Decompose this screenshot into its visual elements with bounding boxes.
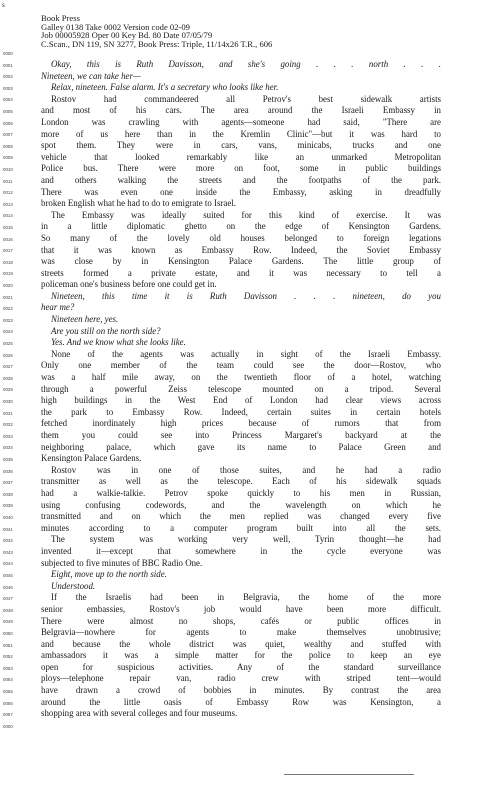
text-line: None of the agents was actually in sight of the Israeli Embassy. xyxy=(51,348,441,359)
text-line: vehicle that looked remarkably like an unmarked Metropolitan xyxy=(41,151,441,162)
galley-header xyxy=(41,14,461,48)
text-line: Nineteen, we can take her— xyxy=(41,70,141,81)
text-line: and others walking the streets and the footpaths of the park. xyxy=(41,174,441,185)
text-line: Understood. xyxy=(51,580,96,591)
line-number: 0041 xyxy=(3,526,13,532)
line-number: 0042 xyxy=(3,538,13,544)
line-number: 0008 xyxy=(3,143,13,149)
line-number: 0030 xyxy=(3,399,13,404)
text-line: had a walkie-talkie. Petrov spoke quickly to his men in Russian, xyxy=(41,487,441,498)
line-number: 0034 xyxy=(3,445,13,451)
text-line: There was even one inside the Embassy, asking in dreadfully xyxy=(41,186,441,197)
text-line: Nineteen here, yes. xyxy=(51,314,119,325)
line-number: 0017 xyxy=(3,248,13,254)
line-number: 0023 xyxy=(3,317,13,323)
line-number: 0031 xyxy=(3,410,13,416)
line-number: 0040 xyxy=(3,515,13,520)
line-number: 0016 xyxy=(3,236,13,242)
text-line: transmitted and on which the men replied was changed every five xyxy=(41,511,441,522)
text-line: fetched inordinately high prices because of rumors that from xyxy=(41,418,441,429)
line-number: 0001 xyxy=(3,62,13,68)
text-line: Belgravia—nowhere for agents to make themselves unobtrusive; xyxy=(41,627,441,638)
text-line: using confusing codewords, and the wavelength on which he xyxy=(41,499,441,510)
text-line: through a powerful Zeiss telescope mounted on a tripod. Several xyxy=(41,383,441,394)
text-line: Yes. And we know what she looks like. xyxy=(51,337,186,348)
text-line: was a half mile away, on the twentieth floor of a hotel, watching xyxy=(41,372,441,383)
text-line: Nineteen, this time it is Ruth Davisson . . . nineteen, do you xyxy=(51,290,441,301)
line-number: 0032 xyxy=(3,422,13,428)
text-line: The system was working very well, Tyrin thought—he had xyxy=(51,534,441,545)
line-number: 0026 xyxy=(3,352,13,358)
text-line: Rostov was in one of those suites, and he had a radio xyxy=(51,464,441,475)
line-number: 0010 xyxy=(3,167,13,172)
text-line: them you could see into Princess Margaret's backyard at the xyxy=(41,430,441,440)
text-line: minutes according to a computer program built into all the sets. xyxy=(41,522,441,533)
text-line: senior embassies, Rostov's job would have been more difficult. xyxy=(41,603,441,614)
text-line: invented it—except that somewhere in the cycle everyone was xyxy=(41,545,441,556)
line-number: 0011 xyxy=(3,178,13,184)
header-line: C.Scan., DN 119, SN 3277, Book Press: Triple, 11/14x26 T.R., 606 xyxy=(41,38,273,49)
text-line: hear me? xyxy=(41,302,75,313)
line-number: 0044 xyxy=(3,561,13,567)
text-line: Relax, nineteen. False alarm. It's a secretary who looks like her. xyxy=(51,82,279,93)
text-line: shopping area with several colleges and four museums. xyxy=(41,708,238,719)
text-line: in a little diplomatic ghetto on the edge of Kensington Gardens. xyxy=(41,221,441,232)
line-number: 0009 xyxy=(3,155,13,161)
line-number: 0004 xyxy=(3,97,13,103)
text-line: policeman one's business before one could get in. xyxy=(41,279,217,290)
text-line: streets formed a private estate, and it was necessary to tell a xyxy=(41,267,441,278)
line-number: 0053 xyxy=(3,665,13,671)
line-number: 0014 xyxy=(3,213,13,219)
line-number: 0018 xyxy=(3,259,13,265)
line-number: 0057 xyxy=(3,712,13,718)
text-line: around the little oasis of Embassy Row was Kensington, a xyxy=(41,696,441,707)
text-line: more of us here than in the Kremlin Clinic"—but it was hard to xyxy=(41,128,441,139)
text-line: neighboring palace, which gave its name to Palace Green and xyxy=(41,441,441,452)
text-line: London was crawling with agents—someone had said, "There are xyxy=(41,116,441,127)
text-line: high buildings in the West End of London had clear views across xyxy=(41,395,441,406)
line-number: 0015 xyxy=(3,225,13,230)
text-line: Police bus. There were more on foot, some in public buildings xyxy=(41,163,441,174)
line-number: 0002 xyxy=(3,74,13,80)
line-number: 0000 xyxy=(3,723,13,729)
text-line: ploys—telephone repair van, radio crew with striped tent—would xyxy=(41,673,441,684)
line-number: 0005 xyxy=(3,109,13,114)
line-number: 0047 xyxy=(3,596,13,602)
header-line: Book Press xyxy=(41,13,80,23)
line-number: 0036 xyxy=(3,468,13,474)
header-line: Galley 0138 Take 0002 Version code 02-09 xyxy=(41,21,190,32)
line-number: 0035 xyxy=(3,457,13,462)
line-number: 0046 xyxy=(3,584,13,590)
line-number: 0029 xyxy=(3,387,13,393)
line-number: 0051 xyxy=(3,642,13,648)
galley-body-text xyxy=(41,59,441,720)
text-line: and most of his cars. The area around the Israeli Embassy in xyxy=(41,105,441,116)
line-number: 0006 xyxy=(3,120,13,126)
line-number: 0037 xyxy=(3,480,13,486)
text-line: If the Israelis had been in Belgravia, the home of the more xyxy=(51,592,441,603)
text-line: have drawn a crowd of bobbies in minutes. By contrast the area xyxy=(41,685,441,696)
line-number: 0055 xyxy=(3,689,13,694)
text-line: transmitter as well as the telescope. Each of his sidewalk squads xyxy=(41,476,441,487)
footer-rule xyxy=(284,774,414,775)
text-line: broken English what he had to do to emigrate to Israel. xyxy=(41,198,236,209)
line-number: 0000 xyxy=(3,51,13,56)
line-number: 0045 xyxy=(3,573,13,578)
line-number: 0020 xyxy=(3,283,13,288)
line-number: 0039 xyxy=(3,503,13,509)
text-line: So many of the lovely old houses belonged to foreign legations xyxy=(41,232,441,243)
line-number: 0056 xyxy=(3,700,13,706)
line-number: 0048 xyxy=(3,607,13,613)
text-line: Only one member of the team could see the door—Rostov, who xyxy=(41,360,441,371)
text-line: The Embassy was ideally suited for this kind of exercise. It was xyxy=(51,209,441,220)
text-line: Are you still on the north side? xyxy=(51,325,161,336)
text-line: There were almost no shops, cafés or public offices in xyxy=(41,615,441,626)
line-number: 0043 xyxy=(3,549,13,555)
line-number: 0033 xyxy=(3,433,13,439)
text-line: subjected to five minutes of BBC Radio One. xyxy=(41,557,203,568)
line-number: 0054 xyxy=(3,677,13,683)
line-number: 0052 xyxy=(3,654,13,660)
corner-mark: s xyxy=(2,1,5,9)
line-number: 0007 xyxy=(3,132,13,138)
line-number: 0049 xyxy=(3,619,13,625)
line-number: 0012 xyxy=(3,190,13,196)
line-number: 0050 xyxy=(3,631,13,636)
text-line: and because the whole district was quiet, wealthy and stuffed with xyxy=(41,638,441,649)
line-number: 0022 xyxy=(3,306,13,312)
text-line: Okay, this is Ruth Davisson, and she's going . . . north . . . xyxy=(51,59,441,69)
text-line: open for suspicious activities. Any of the standard surveillance xyxy=(41,661,441,672)
line-number: 0021 xyxy=(3,294,13,300)
text-line: Rostov had commandeered all Petrov's best sidewalk artists xyxy=(51,93,441,104)
line-number: 0024 xyxy=(3,329,13,335)
line-number: 0028 xyxy=(3,375,13,381)
text-line: spot them. They were in cars, vans, minicabs, trucks and one xyxy=(41,140,441,151)
line-number: 0025 xyxy=(3,341,13,346)
header-line: Job 00005928 Oper 00 Key Bd. 80 Date 07/05/79 xyxy=(41,30,213,41)
line-number: 0019 xyxy=(3,271,13,277)
line-number: 0038 xyxy=(3,491,13,497)
text-line: Eight, move up to the north side. xyxy=(51,569,167,580)
text-line: Kensington Palace Gardens. xyxy=(41,453,142,464)
text-line: the park to Embassy Row. Indeed, certain suites in certain hotels xyxy=(41,406,441,417)
text-line: was close by in Kensington Palace Gardens. The little group of xyxy=(41,256,441,267)
text-line: that it was known as Embassy Row. Indeed, the Soviet Embassy xyxy=(41,244,441,255)
line-number: 0027 xyxy=(3,364,13,370)
text-line: ambassadors it was a simple matter for the police to keep an eye xyxy=(41,650,441,661)
line-number: 0013 xyxy=(3,201,13,207)
line-number: 0003 xyxy=(3,85,13,91)
